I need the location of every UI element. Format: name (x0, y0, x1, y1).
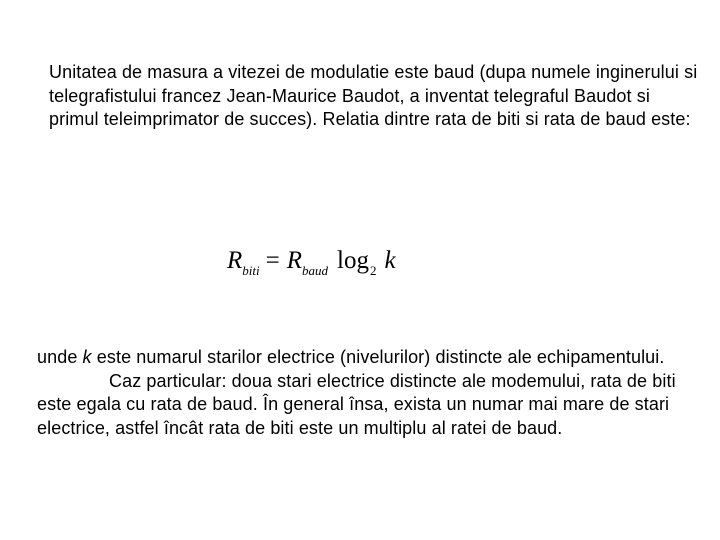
formula-rhs-subscript: baud (302, 263, 329, 278)
explanation-variable: k (82, 347, 92, 367)
formula-lhs-symbol: R (227, 247, 243, 274)
explanation-prefix: unde (37, 347, 83, 367)
explanation-paragraph (37, 346, 687, 440)
formula-lhs-subscript: biti (242, 263, 260, 278)
formula-rhs-symbol: R (286, 247, 303, 274)
explanation-line1: este numarul starilor electrice (nivelurilor) distincte ale echipamentului. (91, 347, 665, 367)
intro-paragraph: Unitatea de masura a vitezei de modulatie este baud (dupa numele inginerului si telegrafistului francez Jean-Maurice Baudot, a inventat telegraful Baudot si primul teleimprimator de succes). Relatia dintre rata de biti si rata de baud este: (49, 62, 698, 129)
formula-log-function: log (337, 247, 369, 274)
formula-argument: k (384, 247, 396, 274)
formula-equals-sign: = (265, 247, 280, 274)
bit-rate-formula (227, 246, 396, 279)
formula-log-base: 2 (369, 263, 377, 278)
explanation-line2: Caz particular: doua stari electrice distincte ale modemului, rata de biti este egala cu rata de baud. În general însa, exista un numar mai mare de stari electrice, astfel încât rata de biti este un multiplu al ratei de baud. (37, 370, 676, 438)
